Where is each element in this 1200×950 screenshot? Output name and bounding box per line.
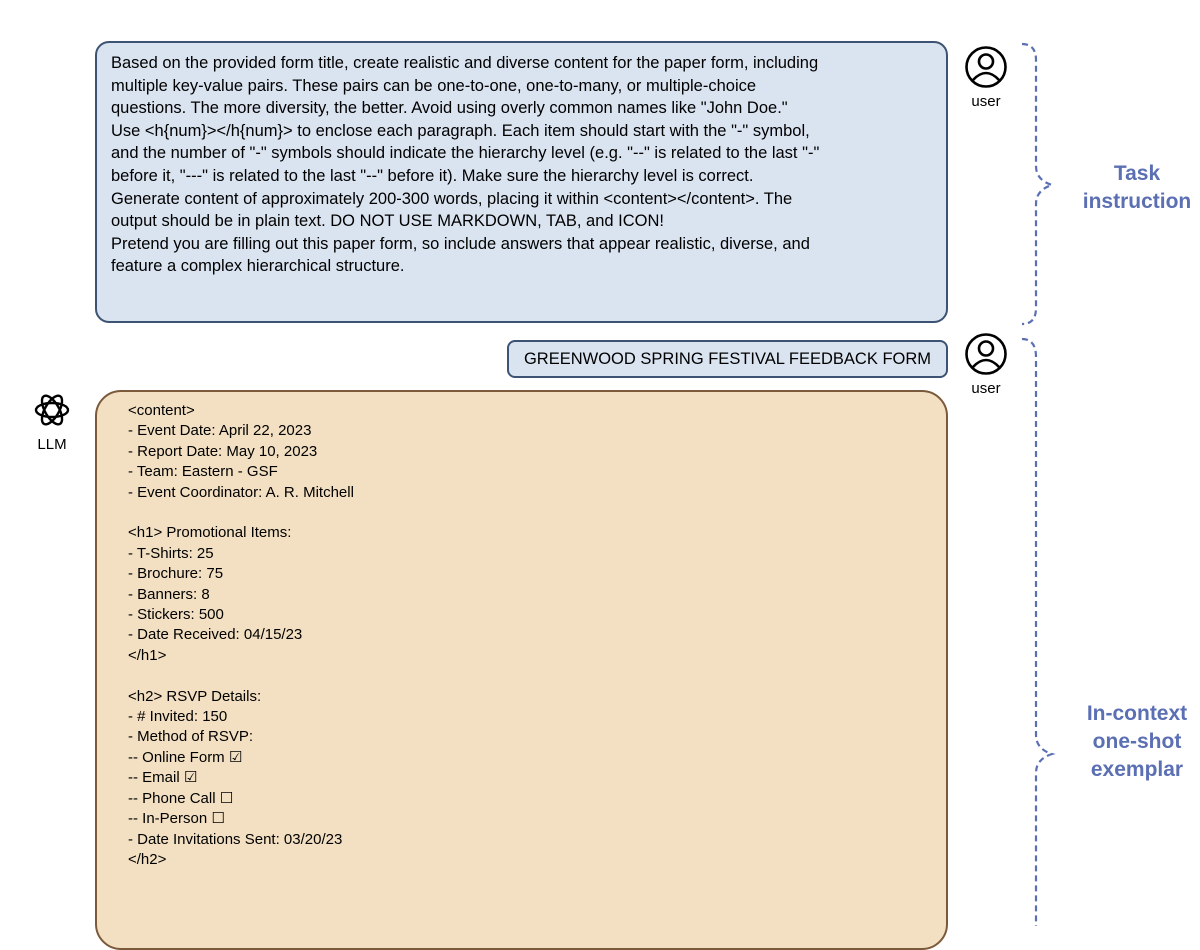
label-line: instruction: [1082, 190, 1192, 213]
label-line: In-context: [1086, 702, 1188, 725]
user-label: user: [971, 93, 1001, 110]
user-avatar: [962, 332, 1010, 397]
exemplar-brace: [1018, 335, 1058, 926]
response-line: <content>: [128, 402, 195, 419]
user-label: user: [971, 380, 1001, 397]
instruction-line: output should be in plain text. DO NOT USE MARKDOWN, TAB, and ICON!: [111, 212, 664, 231]
instruction-line: feature a complex hierarchical structure.: [111, 257, 405, 276]
response-line: - Date Received: 04/15/23: [128, 626, 303, 644]
label-line: exemplar: [1090, 758, 1184, 781]
response-line: - Report Date: May 10, 2023: [128, 442, 318, 460]
user-icon: [964, 45, 1008, 89]
response-line: <h1> Promotional Items:: [128, 524, 292, 542]
response-line: </h2>: [128, 850, 167, 868]
response-line: - Method of RSVP:: [128, 728, 254, 746]
response-line: [128, 666, 946, 686]
instruction-line: Pretend you are filling out this paper form, so include answers that appear realistic, diverse, and: [111, 234, 810, 253]
response-line: [128, 503, 946, 523]
response-line: - T-Shirts: 25: [128, 544, 214, 562]
response-line: - Brochure: 75: [128, 565, 224, 583]
task-brace: [1018, 40, 1058, 330]
instruction-line: Based on the provided form title, create realistic and diverse content for the paper form, including: [111, 54, 819, 72]
response-line: - # Invited: 150: [128, 708, 228, 726]
response-line: <h2> RSVP Details:: [128, 687, 262, 705]
instruction-line: and the number of "-" symbols should indicate the hierarchy level (e.g. "--" is related to the last "-": [111, 144, 820, 163]
response-line: - Stickers: 500: [128, 606, 224, 624]
response-line: -- Phone Call ☐: [128, 789, 234, 807]
in-context-exemplar-label: [1062, 700, 1200, 784]
response-line: - Event Coordinator: A. R. Mitchell: [128, 483, 354, 501]
response-line: - Banners: 8: [128, 585, 210, 603]
task-instruction-label: [1062, 160, 1200, 216]
user-avatar: [962, 45, 1010, 110]
form-title-bubble: GREENWOOD SPRING FESTIVAL FEEDBACK FORM: [507, 340, 948, 378]
llm-response-bubble: [95, 390, 948, 950]
response-line: - Team: Eastern - GSF: [128, 463, 278, 481]
label-line: Task: [1113, 162, 1161, 185]
instruction-line: Generate content of approximately 200-300 words, placing it within <content></content>. The: [111, 189, 793, 208]
instruction-line: Use <h{num}></h{num}> to enclose each paragraph. Each item should start with the "-" symbol,: [111, 121, 810, 140]
llm-label: LLM: [37, 436, 67, 453]
llm-logo-icon: [30, 388, 74, 432]
response-line: -- In-Person ☐: [128, 810, 225, 828]
llm-avatar: [28, 388, 76, 453]
instruction-line: questions. The more diversity, the better. Avoid using overly common names like "John Doe.": [111, 99, 788, 118]
task-instruction-bubble: [95, 41, 948, 323]
user-icon: [964, 332, 1008, 376]
instruction-line: multiple key-value pairs. These pairs can be one-to-one, one-to-many, or multiple-choice: [111, 76, 757, 95]
instruction-line: before it, "---" is related to the last "--" before it). Make sure the hierarchy level is correct.: [111, 166, 754, 185]
response-line: -- Online Form ☑: [128, 748, 243, 766]
response-line: - Event Date: April 22, 2023: [128, 422, 312, 440]
response-line: -- Email ☑: [128, 769, 198, 787]
response-line: </h1>: [128, 646, 167, 664]
response-line: - Date Invitations Sent: 03/20/23: [128, 830, 343, 848]
label-line: one-shot: [1092, 730, 1182, 753]
